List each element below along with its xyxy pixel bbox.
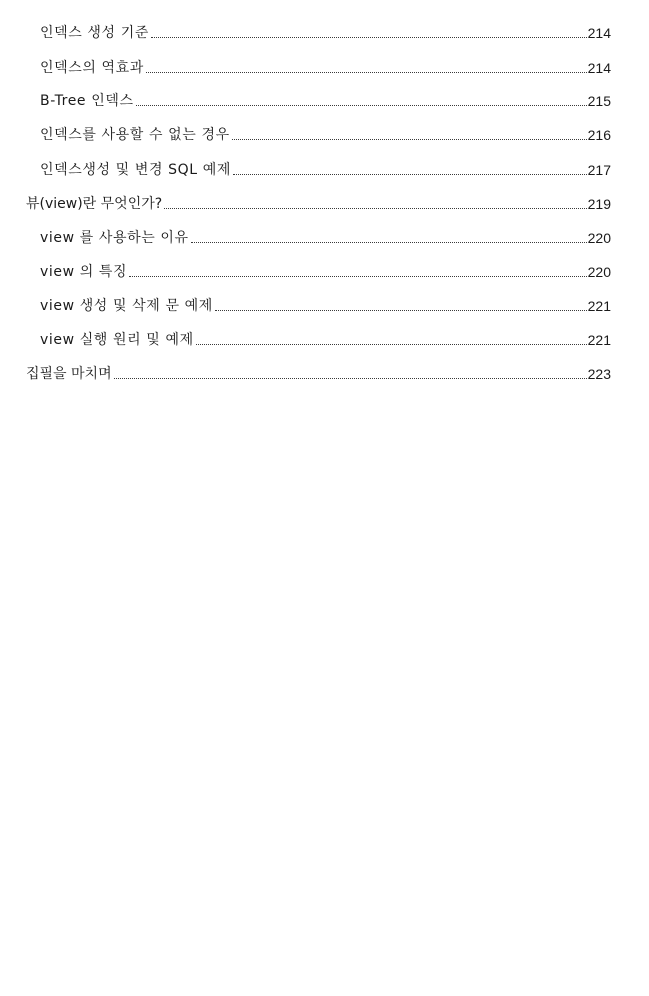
dot-leader bbox=[114, 378, 587, 379]
toc-entry[interactable] bbox=[40, 55, 611, 77]
toc-entry[interactable] bbox=[40, 225, 611, 247]
toc-entry-title: 인덱스생성 및 변경 SQL 예제 bbox=[40, 162, 231, 178]
toc-entry[interactable] bbox=[40, 157, 611, 179]
toc-entry-title: view 의 특징 bbox=[40, 264, 128, 280]
toc-entry-title: view 실행 원리 및 예제 bbox=[40, 332, 194, 348]
toc-entry[interactable] bbox=[26, 361, 611, 383]
dot-leader bbox=[233, 174, 587, 175]
toc-entry[interactable] bbox=[40, 122, 611, 144]
toc-entry-title: 인덱스 생성 기준 bbox=[40, 25, 149, 41]
toc-entry-title: view 생성 및 삭제 문 예제 bbox=[40, 298, 213, 314]
toc-entry-page: 221 bbox=[587, 332, 611, 348]
toc-entry[interactable] bbox=[26, 191, 611, 213]
dot-leader bbox=[191, 242, 587, 243]
toc-entry[interactable] bbox=[40, 259, 611, 281]
toc-entry-title: 인덱스의 역효과 bbox=[40, 60, 144, 76]
toc-entry-page: 215 bbox=[587, 93, 611, 109]
toc-entry[interactable] bbox=[40, 20, 611, 42]
dot-leader bbox=[196, 344, 587, 345]
dot-leader bbox=[215, 310, 587, 311]
toc-entry-title: view 를 사용하는 이유 bbox=[40, 230, 189, 246]
dot-leader bbox=[151, 37, 587, 38]
toc-entry-title: 뷰(view)란 무엇인가? bbox=[26, 196, 163, 212]
toc-entry-page: 221 bbox=[587, 298, 611, 314]
toc-entry-page: 219 bbox=[587, 196, 611, 212]
dot-leader bbox=[129, 276, 587, 277]
toc-entry-title: B-Tree 인덱스 bbox=[40, 93, 134, 109]
toc-entry-page: 217 bbox=[587, 162, 611, 178]
dot-leader bbox=[146, 72, 587, 73]
toc-entry-title: 인덱스를 사용할 수 없는 경우 bbox=[40, 127, 230, 143]
dot-leader bbox=[164, 208, 586, 209]
dot-leader bbox=[136, 105, 587, 106]
toc-entry-title: 집필을 마치며 bbox=[26, 366, 112, 382]
toc-entry-page: 220 bbox=[587, 230, 611, 246]
toc-entry-page: 216 bbox=[587, 127, 611, 143]
toc-entry-page: 214 bbox=[587, 60, 611, 76]
toc-entry-page: 220 bbox=[587, 264, 611, 280]
dot-leader bbox=[232, 139, 587, 140]
toc-entry-page: 223 bbox=[587, 366, 611, 382]
toc-entry[interactable] bbox=[40, 88, 611, 110]
toc-entry-page: 214 bbox=[587, 25, 611, 41]
toc-entry[interactable] bbox=[40, 293, 611, 315]
toc-entry[interactable] bbox=[40, 327, 611, 349]
